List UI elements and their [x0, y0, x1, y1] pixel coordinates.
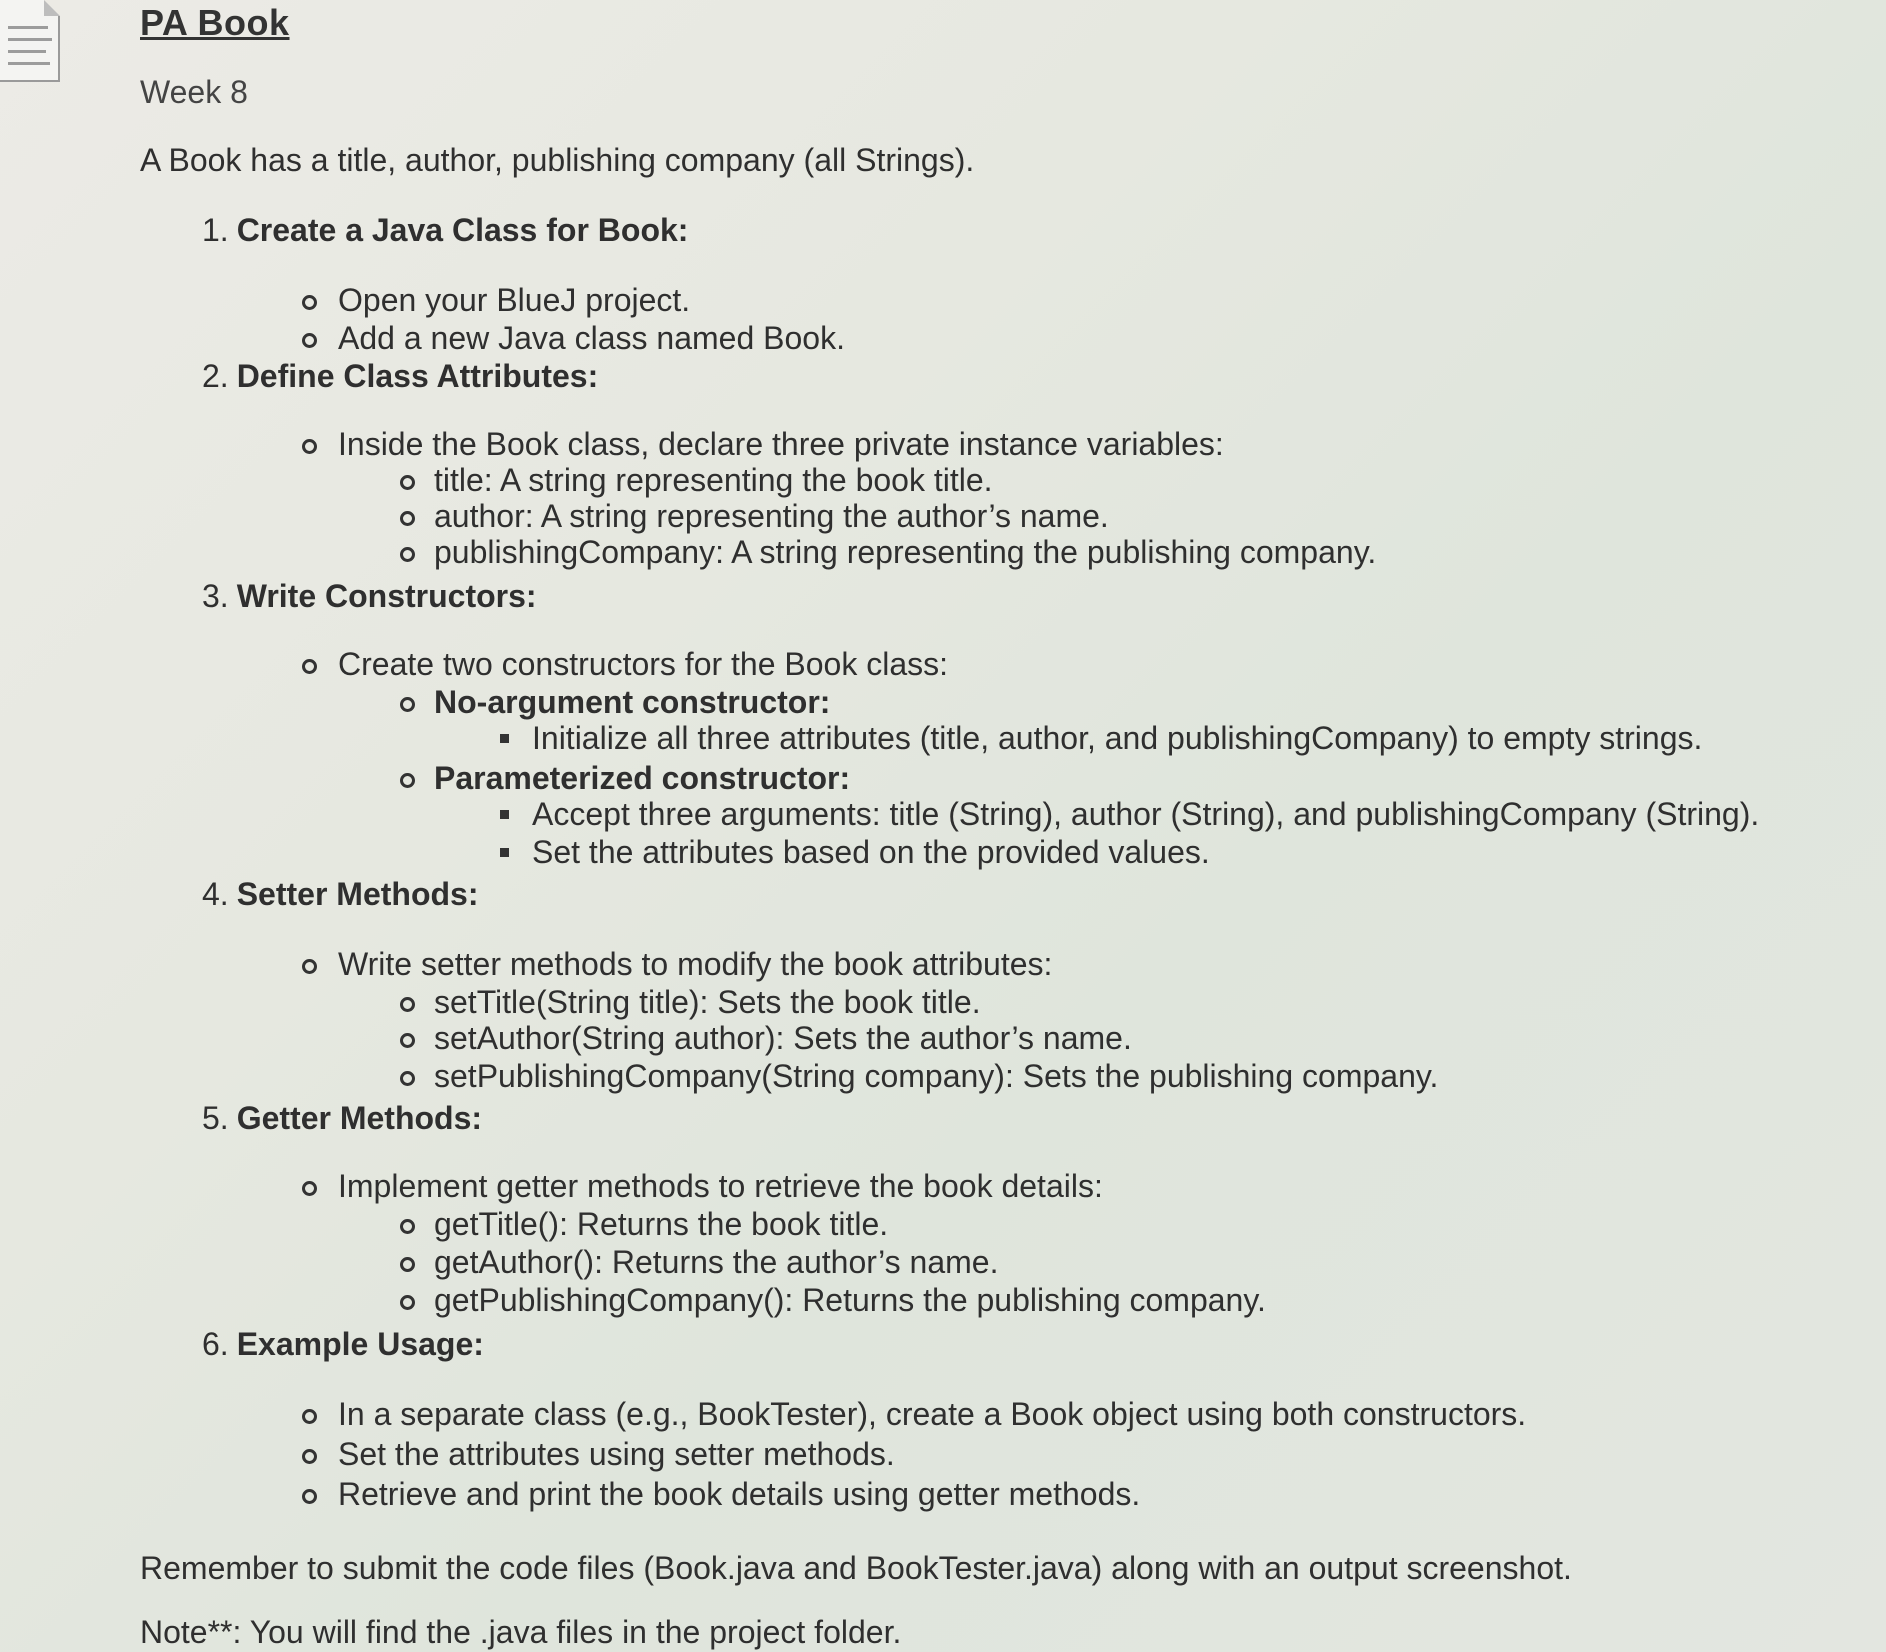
- week-label: Week 8: [140, 74, 248, 110]
- document-line: [8, 62, 50, 65]
- circle-bullet-icon: [302, 1489, 317, 1504]
- list-item: Parameterized constructor:: [434, 760, 850, 797]
- step-name: Create a Java Class for Book:: [236, 212, 689, 248]
- step-1: [202, 212, 688, 249]
- circle-bullet-icon: [302, 1449, 317, 1464]
- note-text: Note**: You will find the .java files in the project folder.: [140, 1614, 902, 1650]
- step-6: [202, 1326, 484, 1363]
- list-item: getPublishingCompany(): Returns the publishing company.: [434, 1282, 1266, 1319]
- square-bullet-icon: [500, 848, 509, 857]
- circle-bullet-icon: [400, 1219, 415, 1234]
- circle-bullet-icon: [302, 333, 317, 348]
- step-name: Getter Methods:: [236, 1100, 483, 1136]
- circle-bullet-icon: [400, 697, 415, 712]
- list-item: Open your BlueJ project.: [338, 282, 690, 319]
- list-item: Add a new Java class named Book.: [338, 320, 845, 357]
- step-number: 4.: [202, 876, 229, 912]
- document-icon: [0, 0, 60, 82]
- list-item: Implement getter methods to retrieve the book details:: [338, 1168, 1103, 1205]
- circle-bullet-icon: [302, 1181, 317, 1196]
- list-item: Inside the Book class, declare three private instance variables:: [338, 426, 1224, 463]
- list-item: author: A string representing the author’s name.: [434, 498, 1109, 535]
- list-item: setAuthor(String author): Sets the author’s name.: [434, 1020, 1132, 1057]
- step-number: 3.: [202, 578, 229, 614]
- circle-bullet-icon: [400, 511, 415, 526]
- circle-bullet-icon: [302, 659, 317, 674]
- circle-bullet-icon: [302, 959, 317, 974]
- step-number: 1.: [202, 212, 229, 248]
- list-item: getAuthor(): Returns the author’s name.: [434, 1244, 998, 1281]
- circle-bullet-icon: [400, 773, 415, 788]
- step-name: Example Usage:: [236, 1326, 484, 1362]
- step-number: 6.: [202, 1326, 229, 1362]
- circle-bullet-icon: [400, 997, 415, 1012]
- step-number: 5.: [202, 1100, 229, 1136]
- step-4: [202, 876, 478, 913]
- list-item: getTitle(): Returns the book title.: [434, 1206, 888, 1243]
- list-item: setPublishingCompany(String company): Sets the publishing company.: [434, 1058, 1438, 1095]
- list-item: setTitle(String title): Sets the book title.: [434, 984, 981, 1021]
- list-item: title: A string representing the book title.: [434, 462, 993, 499]
- list-item: Accept three arguments: title (String), author (String), and publishingCompany (String).: [532, 796, 1759, 833]
- step-3: [202, 578, 537, 615]
- intro-text: A Book has a title, author, publishing company (all Strings).: [140, 142, 975, 178]
- circle-bullet-icon: [400, 547, 415, 562]
- circle-bullet-icon: [302, 439, 317, 454]
- circle-bullet-icon: [400, 1257, 415, 1272]
- step-name: Write Constructors:: [236, 578, 537, 614]
- step-name: Define Class Attributes:: [236, 358, 599, 394]
- square-bullet-icon: [500, 734, 509, 743]
- circle-bullet-icon: [400, 1071, 415, 1086]
- document-line: [8, 50, 46, 53]
- circle-bullet-icon: [400, 1295, 415, 1310]
- submission-reminder: Remember to submit the code files (Book.java and BookTester.java) along with an output screenshot.: [140, 1550, 1572, 1586]
- list-item: Retrieve and print the book details using getter methods.: [338, 1476, 1140, 1513]
- page-title[interactable]: PA Book: [140, 2, 290, 43]
- list-item: No-argument constructor:: [434, 684, 830, 721]
- list-item: Set the attributes based on the provided values.: [532, 834, 1210, 871]
- step-2: [202, 358, 598, 395]
- list-item: Write setter methods to modify the book attributes:: [338, 946, 1052, 983]
- square-bullet-icon: [500, 810, 509, 819]
- circle-bullet-icon: [400, 1033, 415, 1048]
- list-item: Set the attributes using setter methods.: [338, 1436, 895, 1473]
- step-5: [202, 1100, 482, 1137]
- list-item: Initialize all three attributes (title, author, and publishingCompany) to empty strings.: [532, 720, 1702, 757]
- list-item: Create two constructors for the Book class:: [338, 646, 948, 683]
- step-number: 2.: [202, 358, 229, 394]
- step-name: Setter Methods:: [236, 876, 479, 912]
- document-line: [8, 38, 52, 41]
- list-item: In a separate class (e.g., BookTester), create a Book object using both constructors.: [338, 1396, 1526, 1433]
- document-line: [8, 26, 48, 29]
- document-fold: [44, 0, 60, 16]
- circle-bullet-icon: [400, 475, 415, 490]
- list-item: publishingCompany: A string representing the publishing company.: [434, 534, 1376, 571]
- circle-bullet-icon: [302, 295, 317, 310]
- circle-bullet-icon: [302, 1409, 317, 1424]
